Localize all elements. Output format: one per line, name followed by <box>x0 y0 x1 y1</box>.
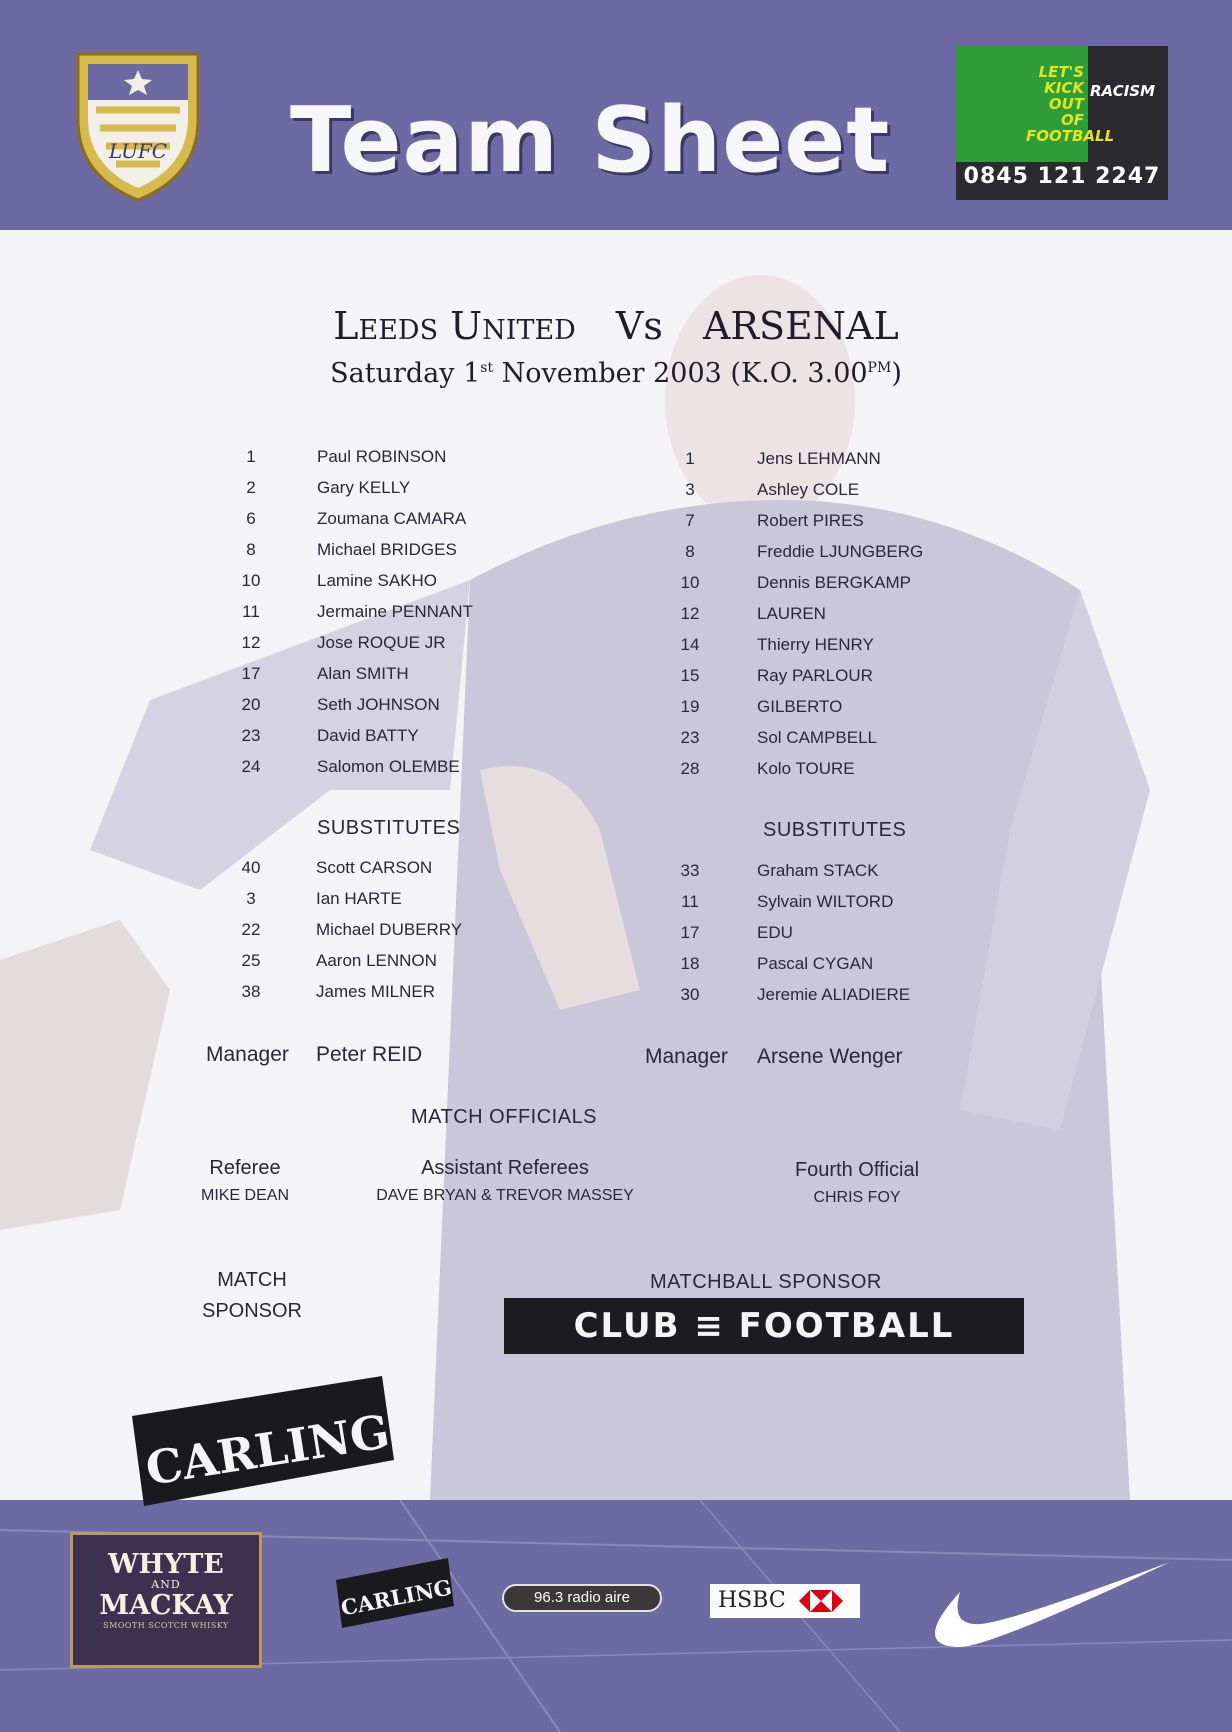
referee-name: MIKE DEAN <box>200 1187 289 1204</box>
player-number: 28 <box>680 759 700 778</box>
player-number: 14 <box>680 635 700 654</box>
player-number: 10 <box>241 571 261 590</box>
kick-line-3: OUT OF <box>1048 95 1084 129</box>
player-number: 19 <box>680 697 700 716</box>
date-text-2: November 2003 (K.O. 3.00 <box>493 358 868 389</box>
match-sponsor-label-line-2: SPONSOR <box>201 1300 303 1322</box>
sub-name: Scott CARSON <box>316 858 433 877</box>
kick-racism-logo <box>956 46 1168 200</box>
home-subs-heading: SUBSTITUTES <box>317 817 461 839</box>
player-name: Salomon OLEMBE <box>317 757 460 776</box>
player-name: Zoumana CAMARA <box>317 509 467 528</box>
player-number: 2 <box>246 478 256 497</box>
player-name: Dennis BERGKAMP <box>757 573 911 592</box>
matchball-sponsor-label: MATCHBALL SPONSOR <box>650 1271 882 1293</box>
match-sponsor-label-line-1: MATCH <box>217 1269 287 1291</box>
versus-label: Vs <box>615 304 663 348</box>
player-number: 10 <box>680 573 700 592</box>
player-name: Seth JOHNSON <box>317 695 440 714</box>
player-name: GILBERTO <box>757 697 843 716</box>
away-team-name: ARSENAL <box>702 304 899 348</box>
player-number: 1 <box>246 447 256 466</box>
sub-number: 40 <box>241 858 261 877</box>
svg-text:LUFC: LUFC <box>108 139 168 163</box>
player-name: Robert PIRES <box>757 511 864 530</box>
player-name: Paul ROBINSON <box>317 447 447 466</box>
kick-racism-phone: 0845 121 2247 <box>963 164 1161 189</box>
player-name: Freddie LJUNGBERG <box>757 542 924 561</box>
player-name: Kolo TOURE <box>757 759 855 778</box>
player-number: 1 <box>685 449 695 468</box>
player-name: Jens LEHMANN <box>757 449 881 468</box>
match-date <box>0 358 1232 389</box>
date-text-3: ) <box>891 358 902 389</box>
assistants-names: DAVE BRYAN & TREVOR MASSEY <box>376 1187 634 1204</box>
away-subs-heading: SUBSTITUTES <box>763 819 907 841</box>
home-manager-label: Manager <box>206 1043 289 1066</box>
sub-number: 18 <box>680 954 700 973</box>
sub-number: 3 <box>246 889 256 908</box>
player-number: 12 <box>241 633 261 652</box>
away-manager-label: Manager <box>645 1045 728 1068</box>
assistants-label: Assistant Referees <box>421 1157 589 1179</box>
player-name: Jermaine PENNANT <box>317 602 473 621</box>
fourth-official-label: Fourth Official <box>794 1159 920 1181</box>
sub-name: Graham STACK <box>757 861 879 880</box>
hsbc-text: HSBC <box>718 1588 786 1613</box>
player-name: Ray PARLOUR <box>757 666 873 685</box>
player-number: 8 <box>246 540 256 559</box>
sub-number: 11 <box>681 892 699 911</box>
sub-name: Michael DUBERRY <box>316 920 463 939</box>
player-name: Michael BRIDGES <box>317 540 457 559</box>
player-name: Sol CAMPBELL <box>757 728 877 747</box>
player-number: 12 <box>680 604 700 623</box>
sub-number: 33 <box>680 861 700 880</box>
player-number: 6 <box>246 509 256 528</box>
officials-heading: MATCH OFFICIALS <box>411 1106 598 1128</box>
kick-racism-word: RACISM <box>1090 82 1156 100</box>
player-number: 23 <box>680 728 700 747</box>
date-suffix: st <box>480 360 494 376</box>
sub-name: EDU <box>757 923 793 942</box>
player-number: 23 <box>241 726 261 745</box>
leeds-crest-icon <box>70 48 206 204</box>
player-number: 8 <box>685 542 695 561</box>
carling-logo <box>132 1376 394 1506</box>
player-number: 11 <box>242 602 260 621</box>
sub-number: 17 <box>680 923 700 942</box>
player-name: Thierry HENRY <box>757 635 874 654</box>
hsbc-logo <box>710 1584 860 1618</box>
player-number: 3 <box>685 480 695 499</box>
sub-name: Jeremie ALIADIERE <box>757 985 911 1004</box>
sub-number: 30 <box>680 985 700 1004</box>
player-number: 17 <box>241 664 261 683</box>
page-title: Team Sheet <box>290 88 891 193</box>
home-team-name: Leeds United <box>333 304 576 348</box>
player-number: 24 <box>241 757 261 776</box>
svg-text:CARLING: CARLING <box>142 1404 394 1496</box>
player-name: Ashley COLE <box>757 480 860 499</box>
fourth-official-name: CHRIS FOY <box>813 1189 901 1206</box>
sub-name: Sylvain WILTORD <box>757 892 894 911</box>
hsbc-hexagon-icon <box>799 1590 843 1612</box>
wm-line-2: AND <box>151 1578 181 1591</box>
carling-small-logo <box>336 1558 454 1628</box>
sub-number: 25 <box>241 951 261 970</box>
sub-name: James MILNER <box>316 982 436 1001</box>
match-sponsor-label <box>170 1265 334 1327</box>
player-name: Lamine SAKHO <box>317 571 437 590</box>
kick-line-4: FOOTBALL <box>1026 127 1115 145</box>
sub-name: Pascal CYGAN <box>757 954 874 973</box>
wm-line-1: WHYTE <box>108 1549 224 1580</box>
player-name: Jose ROQUE JR <box>317 633 446 652</box>
kick-line-2: KICK <box>1044 79 1084 97</box>
nike-swoosh-icon <box>920 1552 1170 1652</box>
wm-line-4: SMOOTH SCOTCH WHISKY <box>103 1621 229 1630</box>
player-number: 7 <box>685 511 695 530</box>
wm-line-3: MACKAY <box>99 1590 233 1621</box>
time-suffix: PM <box>867 360 892 376</box>
home-manager-name: Peter REID <box>316 1043 423 1066</box>
radio-aire-logo: 96.3 radio aire <box>502 1584 662 1612</box>
player-number: 15 <box>680 666 700 685</box>
player-name: Alan SMITH <box>317 664 409 683</box>
player-name: Gary KELLY <box>317 478 411 497</box>
club-football-logo: CLUB ≡ FOOTBALL <box>504 1298 1024 1354</box>
player-name: LAUREN <box>757 604 826 623</box>
kick-racism-text <box>1026 63 1115 145</box>
kick-line-1: LET'S <box>1038 63 1084 81</box>
sub-name: Ian HARTE <box>316 889 402 908</box>
player-name: David BATTY <box>317 726 419 745</box>
sub-number: 22 <box>241 920 261 939</box>
sub-name: Aaron LENNON <box>316 951 437 970</box>
referee-label: Referee <box>209 1157 281 1179</box>
match-title <box>0 304 1232 348</box>
sub-number: 38 <box>241 982 261 1001</box>
svg-text:CARLING: CARLING <box>338 1574 454 1621</box>
away-manager-name: Arsene Wenger <box>757 1045 903 1068</box>
date-text-1: Saturday 1 <box>330 358 481 389</box>
whyte-mackay-logo <box>70 1532 262 1668</box>
player-number: 20 <box>241 695 261 714</box>
